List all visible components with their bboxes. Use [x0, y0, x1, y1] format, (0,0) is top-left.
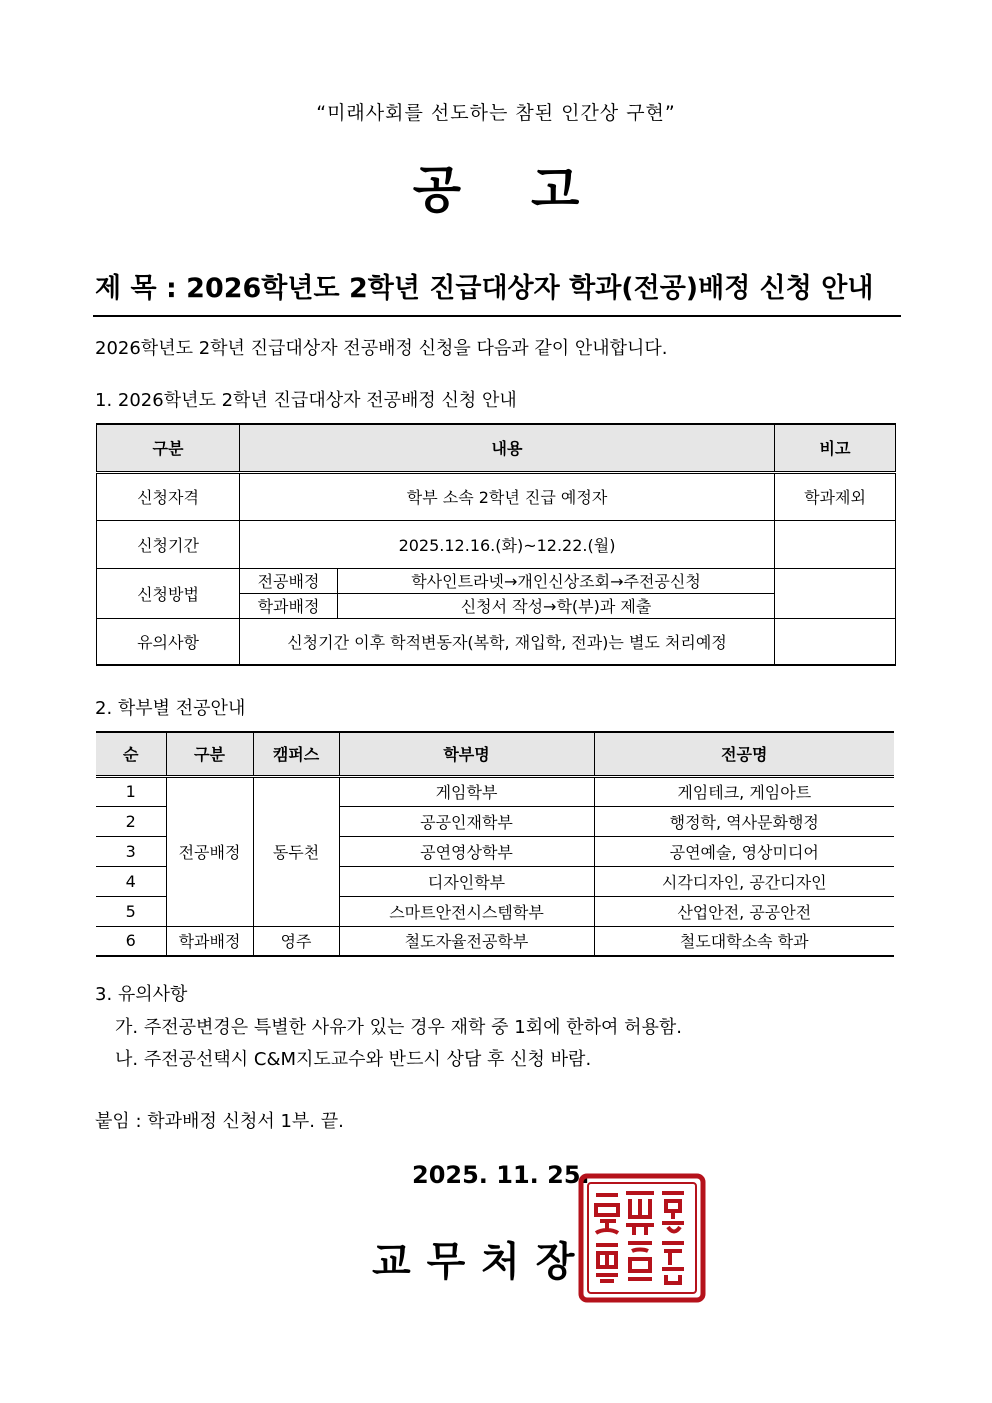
school-name: 디자인학부 — [339, 866, 594, 896]
notice-title-right: 고 — [531, 161, 580, 219]
header-category: 구분 — [97, 424, 240, 472]
method-label: 신청방법 — [97, 568, 240, 618]
header-majors: 전공명 — [594, 732, 894, 776]
major-names: 시각디자인, 공간디자인 — [594, 866, 894, 896]
signer-title: 교 무 처 장 — [372, 1239, 576, 1285]
caution-note — [775, 618, 896, 665]
row-number: 1 — [96, 776, 166, 806]
issue-date: 2025. 11. 25. — [412, 1161, 590, 1189]
subject-divider — [93, 315, 901, 317]
group-major-assignment: 전공배정 — [166, 776, 253, 926]
school-name: 게임학부 — [339, 776, 594, 806]
notice-title-left: 공 — [412, 161, 461, 219]
section1-heading: 1. 2026학년도 2학년 진급대상자 전공배정 신청 안내 — [95, 390, 517, 411]
subject-line: 제 목 : 2026학년도 2학년 진급대상자 학과(전공)배정 신청 안내 — [95, 273, 874, 304]
school-name: 스마트안전시스템학부 — [339, 896, 594, 926]
attachment-line: 붙임 : 학과배정 신청서 1부. 끝. — [95, 1111, 344, 1132]
method-type: 전공배정 — [240, 568, 338, 593]
method-content: 학사인트라넷→개인신상조회→주전공신청 — [338, 568, 775, 593]
major-names: 철도대학소속 학과 — [594, 926, 894, 956]
row-number: 2 — [96, 806, 166, 836]
row-number: 4 — [96, 866, 166, 896]
notice-title — [0, 150, 992, 222]
major-names: 공연예술, 영상미디어 — [594, 836, 894, 866]
qualification-label: 신청자격 — [97, 472, 240, 520]
slogan: “미래사회를 선도하는 참된 인간상 구현” — [316, 102, 676, 124]
method-type: 학과배정 — [240, 593, 338, 618]
period-label: 신청기간 — [97, 520, 240, 568]
caution-content: 신청기간 이후 학적변동자(복학, 재입학, 전과)는 별도 처리예정 — [240, 618, 775, 665]
header-no: 순 — [96, 732, 166, 776]
header-school: 학부명 — [339, 732, 594, 776]
note-item: 나. 주전공선택시 C&M지도교수와 반드시 상담 후 신청 바람. — [115, 1049, 592, 1070]
application-table — [96, 423, 896, 666]
note-item: 가. 주전공변경은 특별한 사유가 있는 경우 재학 중 1회에 한하여 허용함. — [115, 1017, 682, 1038]
campus-yeongju: 영주 — [253, 926, 339, 956]
period-note — [775, 520, 896, 568]
period-content: 2025.12.16.(화)~12.22.(월) — [240, 520, 775, 568]
school-name: 공공인재학부 — [339, 806, 594, 836]
method-note — [775, 568, 896, 618]
official-seal-icon — [578, 1173, 706, 1303]
school-major-table — [96, 731, 894, 957]
major-names: 산업안전, 공공안전 — [594, 896, 894, 926]
header-content: 내용 — [240, 424, 775, 472]
school-name: 철도자율전공학부 — [339, 926, 594, 956]
method-content: 신청서 작성→학(부)과 제출 — [338, 593, 775, 618]
group-dept-assignment: 학과배정 — [166, 926, 253, 956]
header-note: 비고 — [775, 424, 896, 472]
campus-dongducheon: 동두천 — [253, 776, 339, 926]
major-names: 게임테크, 게임아트 — [594, 776, 894, 806]
row-number: 6 — [96, 926, 166, 956]
header-campus: 캠퍼스 — [253, 732, 339, 776]
header-group: 구분 — [166, 732, 253, 776]
qualification-note: 학과제외 — [775, 472, 896, 520]
school-name: 공연영상학부 — [339, 836, 594, 866]
qualification-content: 학부 소속 2학년 진급 예정자 — [240, 472, 775, 520]
major-names: 행정학, 역사문화행정 — [594, 806, 894, 836]
section2-heading: 2. 학부별 전공안내 — [95, 698, 246, 719]
intro-text: 2026학년도 2학년 진급대상자 전공배정 신청을 다음과 같이 안내합니다. — [95, 338, 668, 359]
row-number: 3 — [96, 836, 166, 866]
caution-label: 유의사항 — [97, 618, 240, 665]
row-number: 5 — [96, 896, 166, 926]
section3-heading: 3. 유의사항 — [95, 984, 188, 1005]
